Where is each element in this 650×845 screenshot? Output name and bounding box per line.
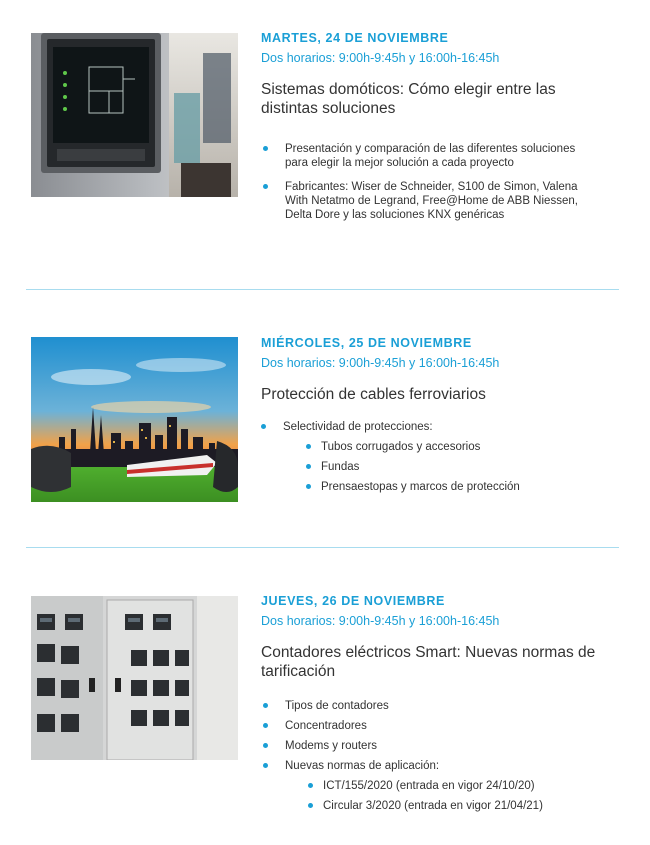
list-item: Selectividad de protecciones: bbox=[283, 420, 601, 434]
list-item: Circular 3/2020 (entrada en vigor 21/04/21) bbox=[323, 799, 601, 813]
session-date: JUEVES, 26 DE NOVIEMBRE bbox=[261, 594, 445, 608]
list-item: ICT/155/2020 (entrada en vigor 24/10/20) bbox=[323, 779, 601, 793]
session-hours: Dos horarios: 9:00h-9:45h y 16:00h-16:45h bbox=[261, 356, 500, 370]
list-item: Fundas bbox=[321, 460, 601, 474]
session-image-contadores bbox=[31, 596, 238, 760]
session-content bbox=[261, 335, 601, 494]
session-title: Contadores eléctricos Smart: Nuevas normas de tarificación bbox=[261, 644, 596, 680]
session-title: Sistemas domóticos: Cómo elegir entre las distintas soluciones bbox=[261, 81, 556, 117]
session-image-ferroviarios bbox=[31, 337, 238, 502]
list-item: Fabricantes: Wiser de Schneider, S100 de Simon, Valena With Netatmo de Legrand, Free@Home de ABB Niessen, Delta Dore y las soluciones KNX genéricas bbox=[285, 180, 601, 222]
list-item: Concentradores bbox=[285, 719, 601, 733]
session-title: Protección de cables ferroviarios bbox=[261, 386, 486, 403]
session-image-domotica bbox=[31, 33, 238, 197]
list-item: Tipos de contadores bbox=[285, 699, 601, 713]
list-item: Tubos corrugados y accesorios bbox=[321, 440, 601, 454]
session-content bbox=[261, 593, 601, 813]
session-hours: Dos horarios: 9:00h-9:45h y 16:00h-16:45h bbox=[261, 614, 500, 628]
section-divider bbox=[26, 289, 619, 290]
session-content bbox=[261, 30, 601, 222]
list-item: Modems y routers bbox=[285, 739, 601, 753]
list-item: Presentación y comparación de las diferentes soluciones para elegir la mejor solución a cada proyecto bbox=[285, 142, 601, 170]
section-divider bbox=[26, 547, 619, 548]
sub-bullet-list bbox=[321, 440, 601, 494]
sub-bullet-list bbox=[323, 779, 601, 813]
home-automation-touch-panel-photo bbox=[31, 33, 238, 197]
session-date: MIÉRCOLES, 25 DE NOVIEMBRE bbox=[261, 336, 472, 350]
bullet-list bbox=[285, 142, 601, 222]
session-date: MARTES, 24 DE NOVIEMBRE bbox=[261, 31, 449, 45]
list-item: Nuevas normas de aplicación: bbox=[285, 759, 601, 773]
session-hours: Dos horarios: 9:00h-9:45h y 16:00h-16:45h bbox=[261, 51, 500, 65]
electric-meter-cabinet-photo bbox=[31, 596, 238, 760]
bullet-list bbox=[283, 420, 601, 434]
city-skyline-train-photo bbox=[31, 337, 238, 502]
list-item: Prensaestopas y marcos de protección bbox=[321, 480, 601, 494]
bullet-list bbox=[285, 699, 601, 773]
